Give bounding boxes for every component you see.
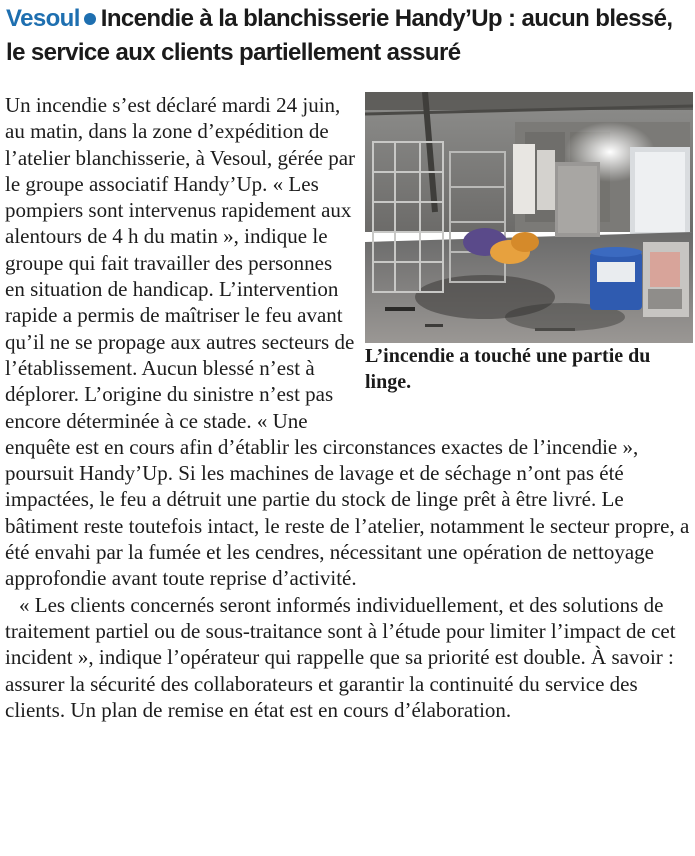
article-body xyxy=(5,92,693,723)
headline-kicker: Vesoul xyxy=(6,5,80,32)
photo-caption: L’incendie a touché une partie du linge. xyxy=(365,345,651,393)
headline-title: Incendie à la blanchisserie Handy’Up : aucun blessé, le service aux clients partiellement assuré xyxy=(6,5,673,66)
paragraph-1: Un incendie s’est déclaré mardi 24 juin, au matin, dans la zone d’expédition de l’atelier blanchisserie, à Vesoul, gérée par le groupe associatif Handy’Up. « Les pompiers sont intervenus rapidement aux alentours de 4 h du matin », indique le groupe qui fait travailler des personnes en situation de handicap. L’intervention rapide a permis de maîtriser le feu avant qu’il ne se propage aux autres secteurs de l’établissement. Aucun blessé n’est à déplorer. L’origine du sinistre n’est pas encore déterminée à ce stade. « Une enquête est en cours afin d’établir les circonstances exactes de l’incendie », poursuit Handy’Up. Si les machines de lavage et de séchage n’ont pas été impactées, le feu a détruit une partie du stock de linge prêt à être livré. Le bâtiment reste toutefois intact, le reste de l’atelier, notamment le secteur propre, a été envahi par la fumée et les cendres, nécessitant une opération de nettoyage approfondie avant toute reprise d’activité. xyxy=(5,93,690,591)
bullet-dot-icon xyxy=(84,13,96,25)
article-figure xyxy=(365,92,693,410)
headline xyxy=(6,2,692,70)
paragraph-2: « Les clients concernés seront informés individuellement, et des solutions de traitement partiel ou de sous-traitance sont à l’étude pour limiter l’impact de cet incident », indique l’opérateur qui rappelle que sa priorité est double. À savoir : assurer la sécurité des collaborateurs et garantir la continuité du service des clients. Un plan de remise en état est en cours d’élaboration. xyxy=(5,592,676,722)
laundry-fire-photo xyxy=(365,92,693,343)
